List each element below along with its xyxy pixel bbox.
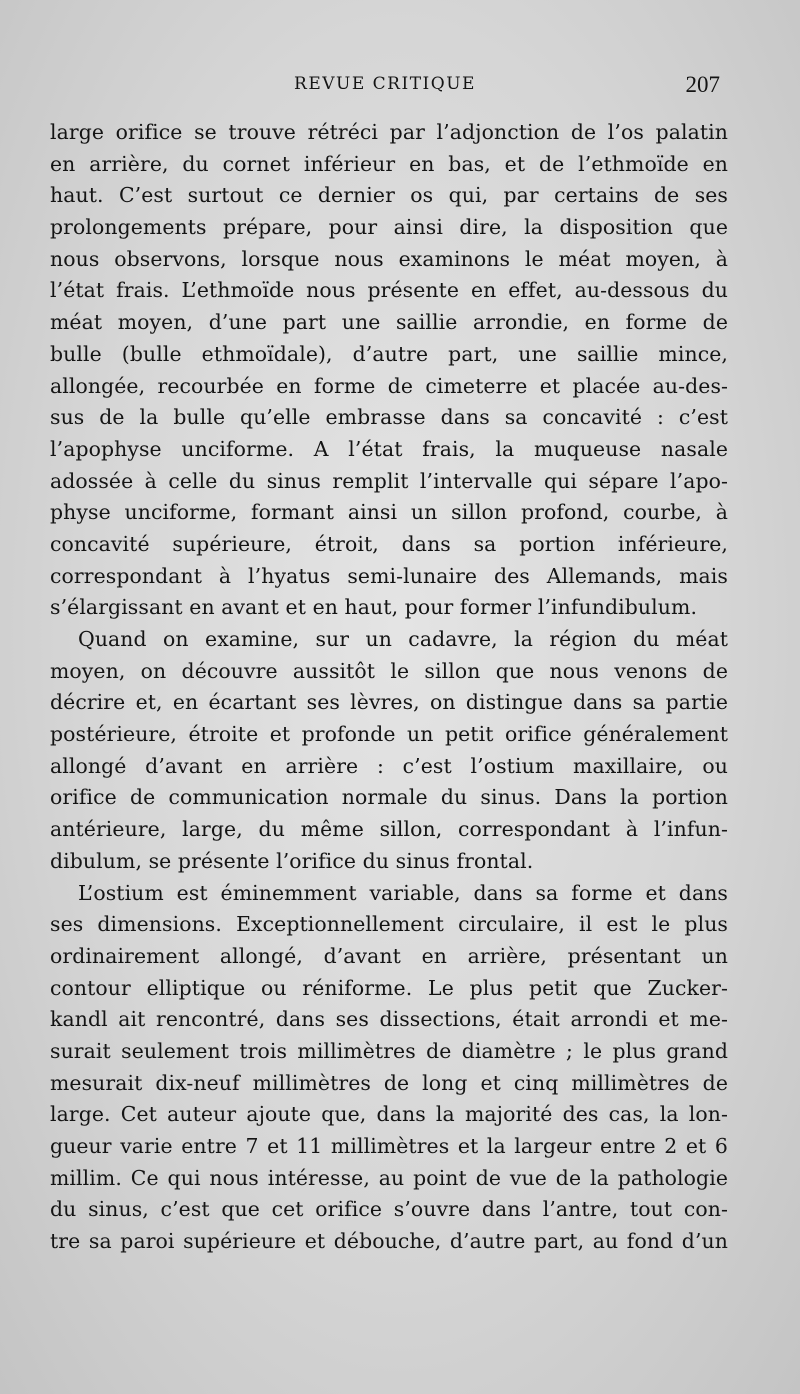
text-line: sus de la bulle qu’elle embrasse dans sa concavité : c’est <box>50 405 728 430</box>
text-line: allongée, recourbée en forme de cimeterre et placée au-des- <box>50 373 728 398</box>
text-line: l’état frais. L’ethmoïde nous présente en effet, au-dessous du <box>50 278 728 303</box>
text-line: Quand on examine, sur un cadavre, la région du méat <box>78 627 728 651</box>
text-line: ordinairement allongé, d’avant en arrière, présentant un <box>50 943 728 968</box>
text-line: mesurait dix-neuf millimètres de long et cinq millimètres de <box>50 1070 728 1095</box>
page-number: 207 <box>685 72 720 97</box>
text-line: l’apophyse unciforme. A l’état frais, la muqueuse nasale <box>50 436 728 461</box>
text-line: tre sa paroi supérieure et débouche, d’autre part, au fond d’un <box>50 1229 728 1254</box>
text-line: kandl ait rencontré, dans ses dissections, était arrondi et me- <box>50 1007 728 1032</box>
paragraph-1 <box>50 117 728 624</box>
text-line: décrire et, en écartant ses lèvres, on distingue dans sa partie <box>50 690 728 715</box>
running-head <box>50 72 720 102</box>
body-text <box>50 117 728 1258</box>
text-line: bulle (bulle ethmoïdale), d’autre part, une saillie mince, <box>50 341 728 366</box>
text-line: surait seulement trois millimètres de diamètre ; le plus grand <box>50 1038 728 1063</box>
running-title: REVUE CRITIQUE <box>294 74 476 94</box>
text-line: allongé d’avant en arrière : c’est l’ostium maxillaire, ou <box>50 753 728 778</box>
text-line: physe unciforme, formant ainsi un sillon profond, courbe, à <box>50 500 728 525</box>
text-line: orifice de communication normale du sinus. Dans la portion <box>50 785 728 810</box>
text-line: du sinus, c’est que cet orifice s’ouvre dans l’antre, tout con- <box>50 1197 728 1222</box>
text-line: adossée à celle du sinus remplit l’intervalle qui sépare l’apo- <box>50 468 728 493</box>
text-line: prolongements prépare, pour ainsi dire, la disposition que <box>50 215 728 240</box>
text-line: large. Cet auteur ajoute que, dans la majorité des cas, la lon- <box>50 1102 728 1127</box>
text-line: haut. C’est surtout ce dernier os qui, par certains de ses <box>50 183 728 208</box>
text-line: correspondant à l’hyatus semi-lunaire des Allemands, mais <box>50 563 728 588</box>
text-line: concavité supérieure, étroit, dans sa portion inférieure, <box>50 531 728 556</box>
text-line: gueur varie entre 7 et 11 millimètres et la largeur entre 2 et 6 <box>50 1134 728 1158</box>
text-line: moyen, on découvre aussitôt le sillon que nous venons de <box>50 658 728 683</box>
text-line: ses dimensions. Exceptionnellement circulaire, il est le plus <box>50 912 728 937</box>
text-line: large orifice se trouve rétréci par l’adjonction de l’os palatin <box>50 120 728 144</box>
text-line: postérieure, étroite et profonde un petit orifice généralement <box>50 722 728 747</box>
paragraph-3 <box>50 878 728 1258</box>
text-line: dibulum, se présente l’orifice du sinus frontal. <box>50 848 534 873</box>
text-line: méat moyen, d’une part une saillie arrondie, en forme de <box>50 310 728 335</box>
text-line: L’ostium est éminemment variable, dans sa forme et dans <box>78 880 728 905</box>
text-line: antérieure, large, du même sillon, correspondant à l’infun- <box>50 817 728 842</box>
paragraph-2 <box>50 624 728 878</box>
text-line: s’élargissant en avant et en haut, pour former l’infundibulum. <box>50 595 698 620</box>
text-line: nous observons, lorsque nous examinons le méat moyen, à <box>50 246 728 271</box>
text-line: en arrière, du cornet inférieur en bas, et de l’ethmoïde en <box>50 151 728 176</box>
text-line: millim. Ce qui nous intéresse, au point de vue de la pathologie <box>50 1165 728 1190</box>
text-line: contour elliptique ou réniforme. Le plus petit que Zucker- <box>50 975 728 1000</box>
